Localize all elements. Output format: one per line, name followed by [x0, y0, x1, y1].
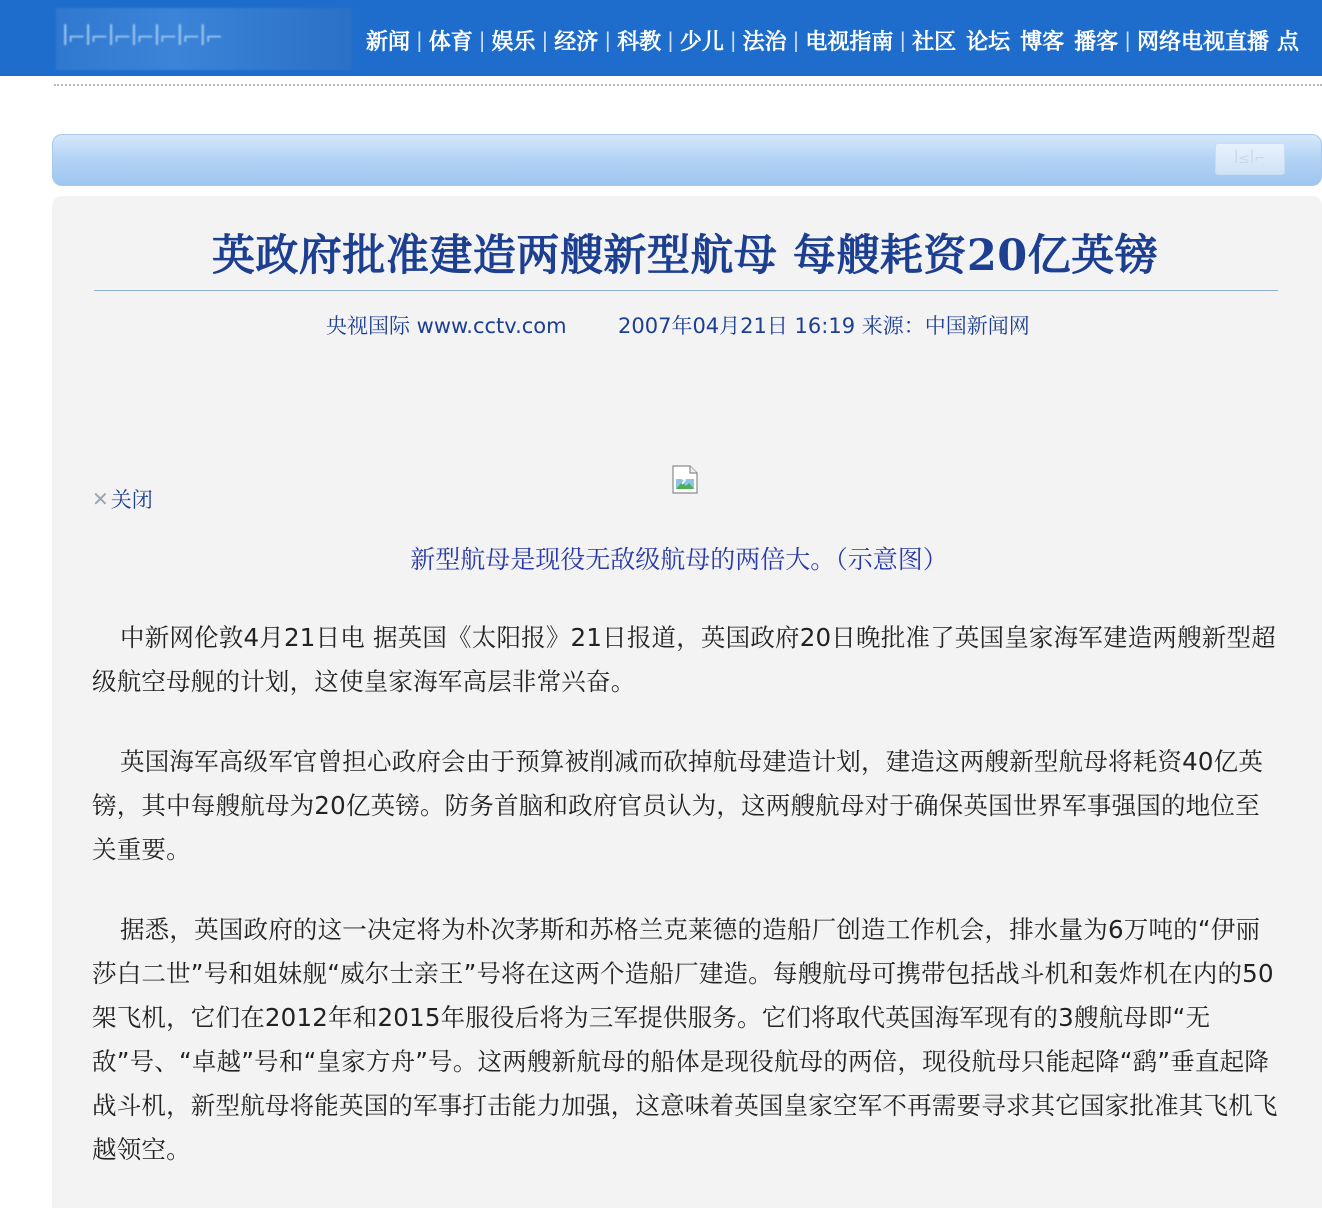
- nav-item-news[interactable]: 新闻: [366, 29, 411, 55]
- nav-item-live-tv[interactable]: 网络电视直播: [1136, 29, 1269, 55]
- title-divider: [94, 290, 1278, 291]
- article-source-site: 央视国际 www.cctv.com: [326, 314, 567, 338]
- nav-item-sports[interactable]: 体育: [428, 29, 473, 55]
- article-date-source: 2007年04月21日 16:19 来源：中国新闻网: [618, 314, 1030, 338]
- nav-separator: |: [667, 28, 674, 52]
- nav-item-forum[interactable]: 论坛: [966, 29, 1011, 55]
- nav-item-blog[interactable]: 博客: [1020, 29, 1065, 55]
- close-image-button[interactable]: [92, 486, 153, 512]
- toolbar-button[interactable]: ꟾ≤ꟾ⌐: [1215, 143, 1285, 175]
- nav-item-entertainment[interactable]: 娱乐: [491, 29, 536, 55]
- nav-item-science[interactable]: 科教: [617, 29, 662, 55]
- nav-item-truncated[interactable]: 点: [1276, 29, 1299, 55]
- nav-item-law[interactable]: 法治: [742, 29, 787, 55]
- nav-separator: |: [604, 28, 612, 52]
- close-x-icon: ✕: [92, 487, 109, 511]
- nav-separator: |: [478, 28, 486, 52]
- site-logo[interactable]: ꟾ⌐ꟾ⌐ꟾ⌐ꟾ⌐ꟾ⌐ꟾ⌐ꟾ⌐: [56, 8, 352, 70]
- nav-item-economy[interactable]: 经济: [554, 29, 599, 55]
- top-navigation-bar: [0, 0, 1322, 76]
- dotted-divider: [54, 84, 1322, 86]
- close-label: 关闭: [110, 488, 153, 512]
- nav-separator: |: [1124, 28, 1131, 52]
- article-toolbar: [52, 134, 1322, 186]
- nav-separator: |: [541, 28, 549, 52]
- article-title: 英政府批准建造两艘新型航母 每艘耗资20亿英镑: [211, 231, 1159, 281]
- article-paragraph: 据悉，英国政府的这一决定将为朴次茅斯和苏格兰克莱德的造船厂创造工作机会，排水量为6万吨的“伊丽莎白二世”号和姐妹舰“威尔士亲王”号将在这两个造船厂建造。每艘航母可携带包括战斗机和轰炸机在内的50架飞机，它们在2012年和2015年服役后将为三军提供服务。它们将取代英国海军现有的3艘航母即“无敌”号、“卓越”号和“皇家方舟”号。这两艘新航母的船体是现役航母的两倍，现役航母只能起降“鹞”垂直起降战斗机，新型航母将能英国的军事打击能力加强，这意味着英国皇家空军不再需要寻求其它国家批准其飞机飞越领空。: [92, 915, 1278, 1164]
- article-paragraph: 英国海军高级军官曾担心政府会由于预算被削减而砍掉航母建造计划，建造这两艘新型航母将耗资40亿英镑，其中每艘航母为20亿英镑。防务首脑和政府官员认为，这两艘航母对于确保英国世界军事强国的地位至关重要。: [92, 747, 1264, 864]
- nav-item-community[interactable]: 社区: [912, 29, 957, 55]
- image-caption: 新型航母是现役无敌级航母的两倍大。（示意图）: [410, 545, 948, 574]
- nav-separator: |: [792, 28, 800, 52]
- nav-separator: |: [416, 28, 423, 52]
- nav-separator: |: [729, 28, 737, 52]
- nav-item-tv-guide[interactable]: 电视指南: [805, 29, 894, 55]
- channel-nav: [366, 22, 1299, 58]
- broken-image-icon[interactable]: [670, 464, 701, 495]
- article-paragraph: 中新网伦敦4月21日电 据英国《太阳报》21日报道，英国政府20日晚批准了英国皇家海军建造两艘新型超级航空母舰的计划，这使皇家海军高层非常兴奋。: [92, 623, 1276, 696]
- nav-item-kids[interactable]: 少儿: [679, 29, 724, 55]
- nav-item-podcast[interactable]: 播客: [1074, 29, 1119, 55]
- nav-separator: |: [899, 28, 907, 52]
